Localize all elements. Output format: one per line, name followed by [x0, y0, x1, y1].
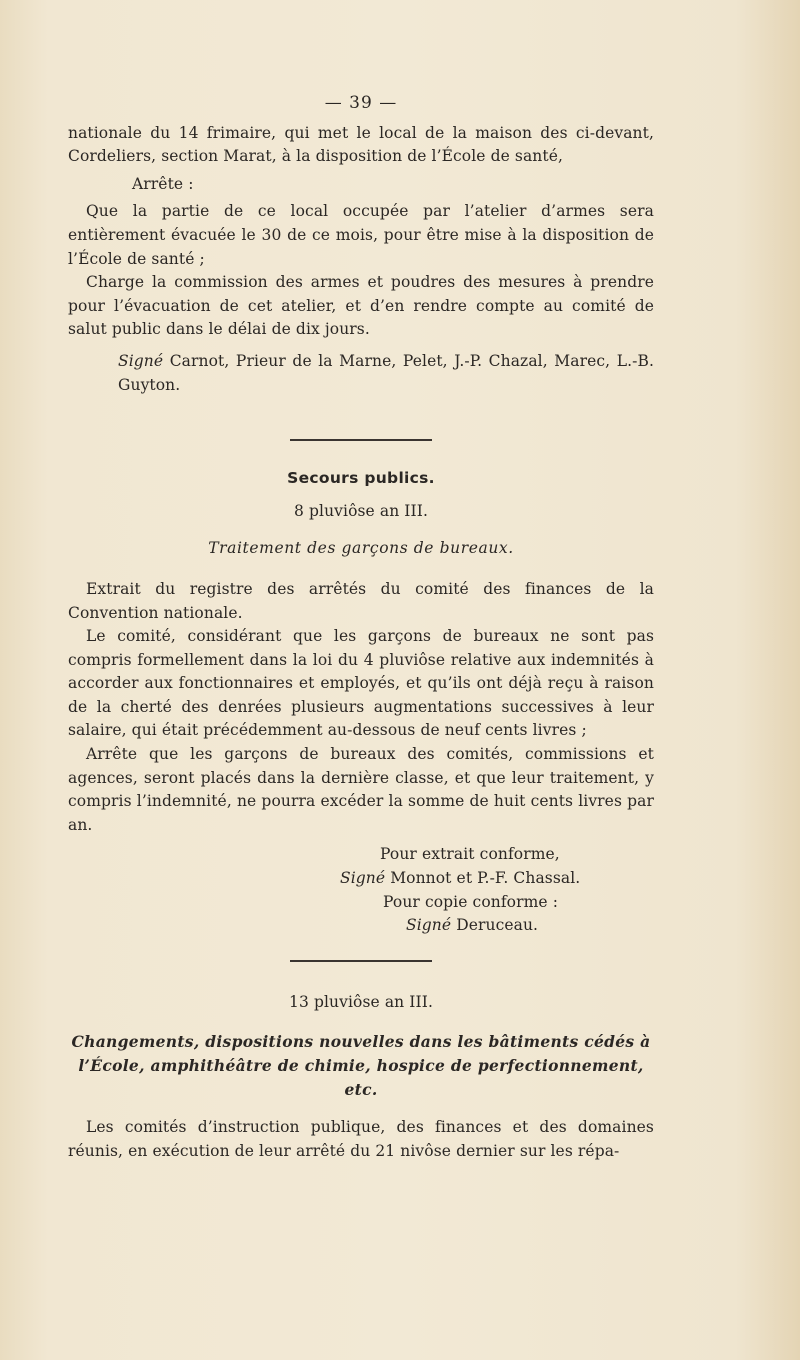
- extract-paragraph: Extrait du registre des arrêtés du comité des finances de la Convention nationale.: [68, 579, 654, 622]
- section-divider-2: [290, 960, 432, 962]
- signed-label-3: Signé: [406, 916, 452, 935]
- signature-block-1: [68, 350, 654, 397]
- closing-line-4: [68, 914, 654, 938]
- date-2: 13 pluviôse an III.: [289, 992, 433, 1011]
- paragraph-4: Arrête que les garçons de bureaux des comités, commissions et agences, seront placés dans la dernière classe, et que leur traitement, y compris l’indemnité, ne pourra excéder la somme de huit cents livres par an.: [68, 745, 654, 834]
- signed-label-2: Signé: [340, 869, 386, 888]
- closing-line-1: Pour extrait conforme,: [380, 845, 560, 864]
- closing-names-1: Monnot et P.-F. Chassal.: [390, 869, 581, 888]
- paragraph-3: Le comité, considérant que les garçons de bureaux ne sont pas compris formellement dans la loi du 4 pluviôse relative aux indemnités à accorder aux fonctionnaires et employés, et qu’ils ont déjà reçu à raison de la cherté des denrées plusieurs augmentations successives à leur salaire, qui était précédemment au-dessous de neuf cents livres ;: [68, 627, 654, 740]
- opening-paragraph: nationale du 14 frimaire, qui met le local de la maison des ci-devant, Cordeliers, section Marat, à la disposition de l’École de santé,: [68, 123, 654, 166]
- paragraph-2: Charge la commission des armes et poudres des mesures à prendre pour l’évacuation de cet atelier, et d’en rendre compte au comité de salut public dans le délai de dix jours.: [68, 273, 654, 339]
- date-1: 8 pluviôse an III.: [294, 501, 428, 520]
- section-divider: [290, 439, 432, 441]
- subtitle-2: Changements, dispositions nouvelles dans les bâtiments cédés à l’École, amphithéâtre de chimie, hospice de perfectionnement, etc.: [71, 1032, 651, 1100]
- paragraph-1: Que la partie de ce local occupée par l’atelier d’armes sera entièrement évacuée le 30 de ce mois, pour être mise à la disposition de l’École de santé ;: [68, 202, 654, 268]
- closing-block: [68, 843, 654, 937]
- signatory-names: Carnot, Prieur de la Marne, Pelet, J.-P. Chazal, Marec, L.-B. Guyton.: [118, 351, 655, 394]
- document-page: [68, 92, 654, 1164]
- arrete-label: Arrête :: [132, 174, 194, 193]
- paragraph-5: Les comités d’instruction publique, des finances et des domaines réunis, en exécution de leur arrêté du 21 nivôse dernier sur les répa-: [68, 1118, 654, 1160]
- page-number: — 39 —: [324, 93, 398, 113]
- closing-names-2: Deruceau.: [456, 916, 539, 935]
- closing-line-3: Pour copie conforme :: [383, 892, 559, 911]
- closing-line-2: [68, 867, 654, 891]
- signed-label: Signé: [118, 351, 164, 370]
- section-heading: Secours publics.: [287, 469, 435, 488]
- subtitle-1: Traitement des garçons de bureaux.: [208, 539, 514, 558]
